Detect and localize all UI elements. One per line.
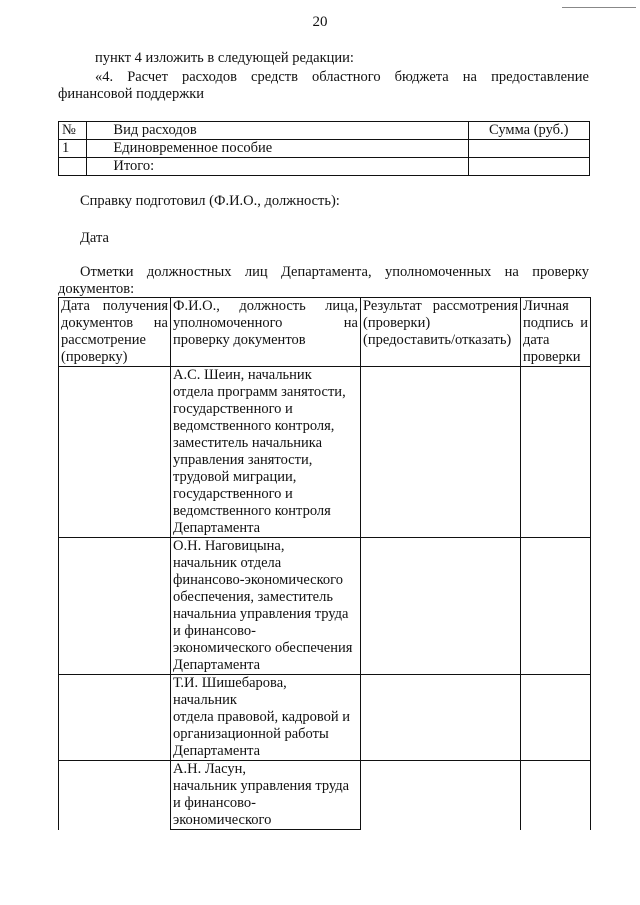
table-row <box>59 675 591 761</box>
table-row <box>59 140 590 158</box>
intro-line-3: финансовой поддержки <box>58 86 205 102</box>
cell-kind: Единовременное пособие <box>87 140 468 158</box>
date-label: Дата <box>80 230 109 246</box>
cell-result <box>361 538 521 675</box>
cell-signature <box>521 367 591 538</box>
header-official: Ф.И.О., должность лица, уполномоченного на проверку документов <box>171 298 361 367</box>
marks-line-2: документов: <box>58 281 135 297</box>
header-kind: Вид расходов <box>87 122 468 140</box>
cell-date <box>59 761 171 830</box>
intro-line-2: «4. Расчет расходов средств областного бюджета на предоставление <box>95 69 589 85</box>
header-result: Результат рассмотрения (проверки) (предоставить/отказать) <box>361 298 521 367</box>
header-sum: Сумма (руб.) <box>468 122 589 140</box>
cell-person: А.С. Шеин, начальник отдела программ занятости, государственного и ведомственного контроля, заместитель начальника управления занятости, трудовой миграции, государственного и ведомственного контроля Департамента <box>171 367 361 538</box>
table-row <box>59 761 591 830</box>
cell-result <box>361 367 521 538</box>
marks-line-1: Отметки должностных лиц Департамента, уполномоченных на проверку <box>80 264 589 280</box>
cell-result <box>361 675 521 761</box>
cell-sum <box>468 140 589 158</box>
cell-signature <box>521 675 591 761</box>
cell-sum <box>468 158 589 176</box>
page-number: 20 <box>312 14 328 30</box>
header-date-received: Дата получения документов на рассмотрение (проверку) <box>59 298 171 367</box>
marks-header-row <box>59 298 591 367</box>
intro-line-1: пункт 4 изложить в следующей редакции: <box>95 50 354 66</box>
cell-person: О.Н. Наговицына, начальник отдела финансово-экономического обеспечения, заместитель начальниа управления труда и финансово- экономического обеспечения Департамента <box>171 538 361 675</box>
cell-person: А.Н. Ласун, начальник управления труда и финансово- экономического <box>171 761 361 830</box>
cell-result <box>361 761 521 830</box>
prepared-by-label: Справку подготовил (Ф.И.О., должность): <box>80 193 340 209</box>
cell-date <box>59 675 171 761</box>
header-signature: Личная подпись и дата проверки <box>521 298 591 367</box>
table-row <box>59 158 590 176</box>
scan-edge-mark <box>562 7 636 8</box>
cell-person: Т.И. Шишебарова, начальник отдела правовой, кадровой и организационной работы Департамента <box>171 675 361 761</box>
cell-kind: Итого: <box>87 158 468 176</box>
expenses-header-row <box>59 122 590 140</box>
cell-date <box>59 367 171 538</box>
cell-signature <box>521 761 591 830</box>
cell-no <box>59 158 87 176</box>
marks-table <box>58 297 591 830</box>
table-row <box>59 538 591 675</box>
expenses-table <box>58 121 590 176</box>
header-no: № <box>59 122 87 140</box>
cell-no: 1 <box>59 140 87 158</box>
table-row <box>59 367 591 538</box>
cell-date <box>59 538 171 675</box>
cell-signature <box>521 538 591 675</box>
